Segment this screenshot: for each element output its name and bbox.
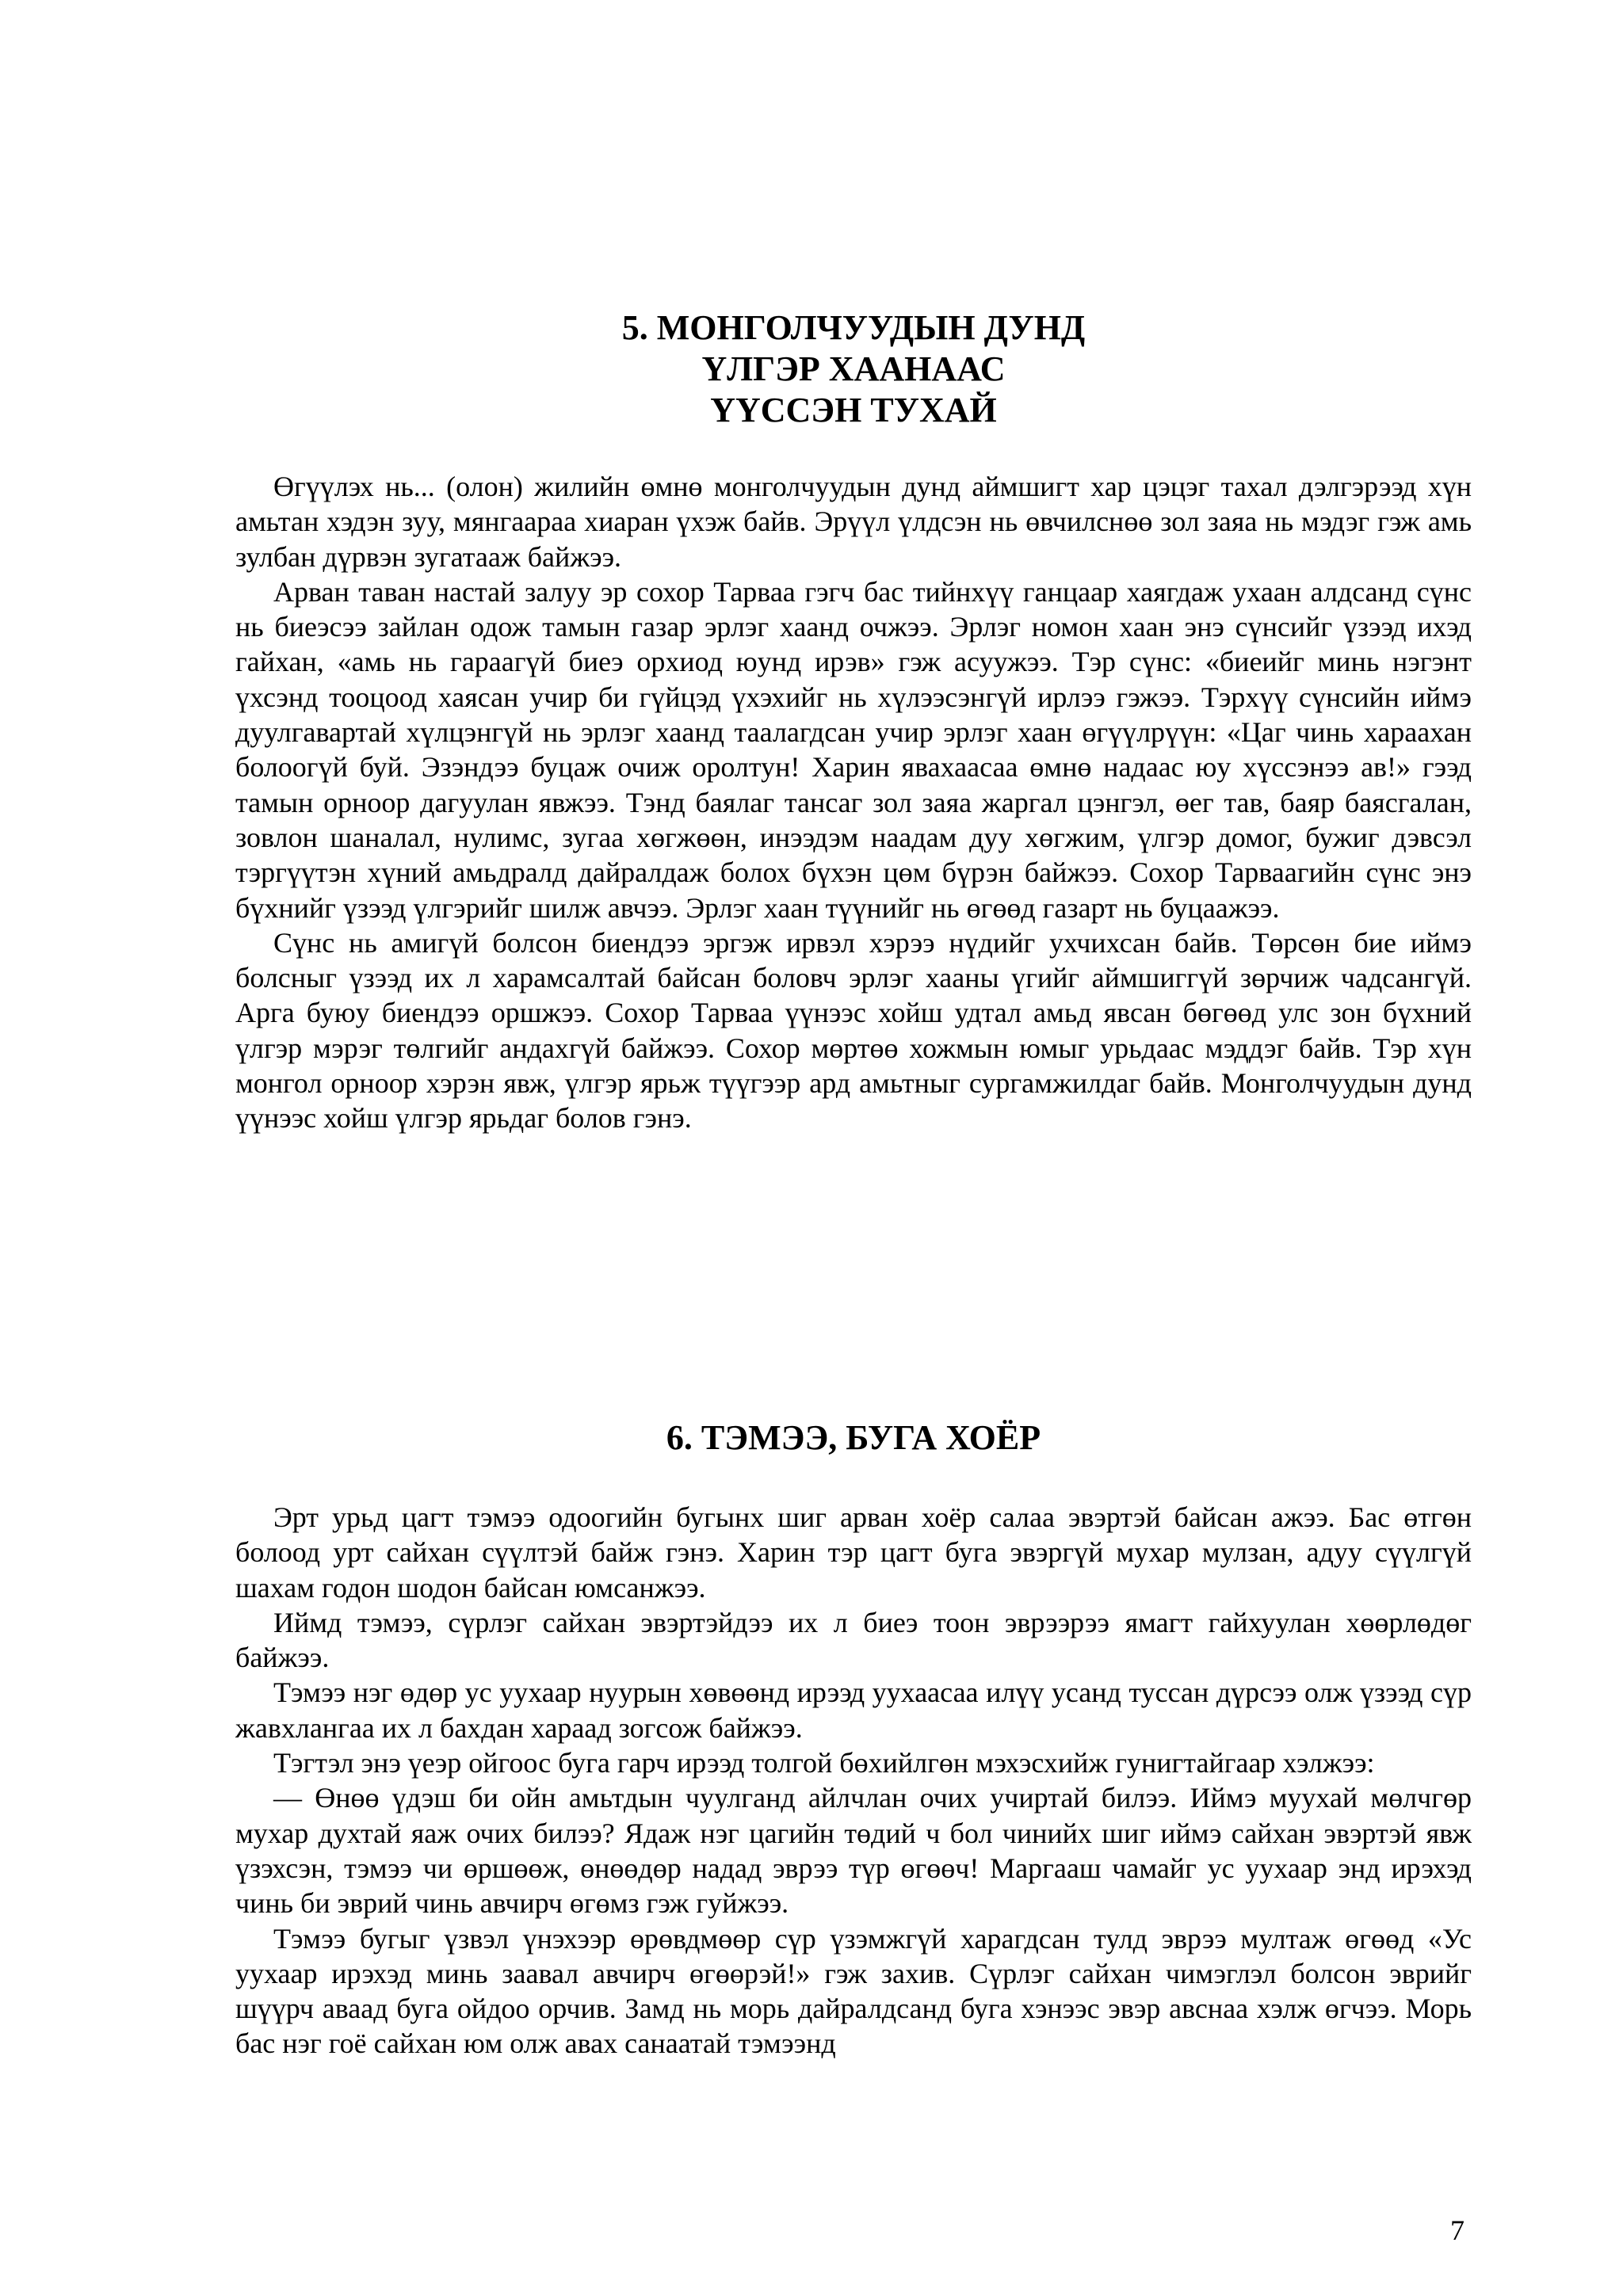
paragraph: — Өнөө үдэш би ойн амьтдын чуулганд айлчлан очих учиртай билээ. Иймэ муухай мөлчгөр мухар духтай яаж очих билээ? Ядаж нэг цагийн төдий ч бол чинийх шиг иймэ сайхан эвэртэй явж үзэхсэн, тэмээ чи өршөөж, өнөөдөр надад эврээ түр өгөөч! Маргааш чамайг ус уухаар энд ирэхэд чинь би эврий чинь авчирч өгөмз гэж гуйжээ. (235, 1782, 1472, 1920)
paragraph: Сүнс нь амигүй болсон биендээ эргэж ирвэл хэрээ нүдийг ухчихсан байв. Төрсөн бие иймэ болсныг үзээд их л харамсалтай байсан боловч эрлэг хааны үгийг аймшиггүй зөрчиж чадсангүй. Арга буюу биендээ оршжээ. Сохор Тарваа үүнээс хойш удтал амьд явсан бөгөөд улс зон бүхний үлгэр мэрэг төлгийг андахгүй байжээ. Сохор мөртөө хожмын юмыг урьдаас мэддэг байв. Тэр хүн монгол орноор хэрэн явж, үлгэр ярьж түүгээр ард амьтныг сургамжилдаг байв. Монголчуудын дунд үүнээс хойш үлгэр ярьдаг болов гэнэ. (235, 926, 1472, 1135)
section-title (235, 1417, 1472, 1459)
section-title-line: 5. МОНГОЛЧУУДЫН ДУНД (621, 308, 1086, 347)
page-number: 7 (1450, 2214, 1465, 2246)
paragraph: Арван таван настай залуу эр сохор Тарваа гэгч бас тийнхүү ганцаар хаягдаж ухаан алдсанд сүнс нь биеэсээ зайлан одож тамын газар эрлэг хаанд очжээ. Эрлэг номон хаан энэ сүнсийг үзээд ихэд гайхан, «амь нь гараагүй биеэ орхиод юунд ирэв» гэж асуужээ. Тэр сүнс: «биеийг минь нэгэнт үхсэнд тооцоод хаясан учир би гүйцэд үхэхийг нь хүлээсэнгүй ирлээ гэжээ. Тэрхүү сүнсийн иймэ дуулгавартай хүлцэнгүй нь эрлэг хаанд таалагдсан учир эрлэг хаан өгүүлрүүн: «Цаг чинь хараахан болоогүй буй. Эзэндээ буцаж очиж оролтун! Харин явахаасаа өмнө надаас юу хүссэнээ ав!» гээд тамын орноор дагуулан явжээ. Тэнд баялаг тансаг зол заяа жаргал цэнгэл, өег тав, баяр баясгалан, зовлон шаналал, нулимс, зугаа хөгжөөн, инээдэм наадам дуу хөгжим, үлгэр домог, бужиг дэвсэл тэргүүтэн хүний амьдралд дайралдаж болох бүхэн цөм бүрэн байжээ. Сохор Тарваагийн сүнс энэ бүхнийг үзээд үлгэрийг шилж авчээ. Эрлэг хаан түүнийг нь өгөөд газарт нь буцаажээ. (235, 575, 1472, 924)
section-5 (235, 307, 1472, 1136)
paragraph: Тэгтэл энэ үеэр ойгоос буга гарч ирээд толгой бөхийлгөн мэхэсхийж гунигтайгаар хэлжээ: (273, 1747, 1375, 1779)
section-body (235, 469, 1472, 1136)
paragraph: Иймд тэмээ, сүрлэг сайхан эвэртэйдээ их л биеэ тоон эврээрээ ямагт гайхуулан хөөрлөдөг байжээ. (235, 1606, 1472, 1674)
section-6 (235, 1417, 1472, 2061)
section-title-line: ҮЛГЭР ХААНААС (701, 349, 1006, 388)
section-title-line: 6. ТЭМЭЭ, БУГА ХОЁР (666, 1418, 1041, 1457)
paragraph: Өгүүлэх нь... (олон) жилийн өмнө монголчуудын дунд аймшигт хар цэцэг тахал дэлгэрээд хүн амьтан хэдэн зуу, мянгаараа хиаран үхэж байв. Эрүүл үлдсэн нь өвчилснөө зол заяа нь мэдэг гэж амь зулбан дүрвэн зугатааж байжээ. (235, 471, 1472, 573)
paragraph: Тэмээ бугыг үзвэл үнэхээр өрөвдмөөр сүр үзэмжгүй харагдсан тулд эврээ мултаж өгөөд «Ус уухаар ирэхэд минь заавал авчирч өгөөрэй!» гэж захив. Сүрлэг сайхан чимэглэл болсон эврийг шүүрч аваад буга ойдоо орчив. Замд нь морь дайралдсанд буга хэнээс эвэр авснаа хэлж өгчээ. Морь бас нэг гоё сайхан юм олж авах санаатай тэмээнд (235, 1922, 1472, 2060)
paragraph: Эрт урьд цагт тэмээ одоогийн бугынх шиг арван хоёр салаа эвэртэй байсан ажээ. Бас өтгөн болоод урт сайхан сүүлтэй байж гэнэ. Харин тэр цагт буга эвэргүй мухар мулзан, адуу сүүлгүй шахам годон шодон байсан юмсанжээ. (235, 1501, 1472, 1604)
section-title-line: ҮҮССЭН ТУХАЙ (710, 391, 997, 429)
section-body (235, 1500, 1472, 2061)
section-title (235, 307, 1472, 431)
paragraph: Тэмээ нэг өдөр ус уухаар нуурын хөвөөнд ирээд уухаасаа илүү усанд туссан дүрсээ олж үзээд сүр жавхлангаа их л бахдан хараад зогсож байжээ. (235, 1676, 1472, 1744)
